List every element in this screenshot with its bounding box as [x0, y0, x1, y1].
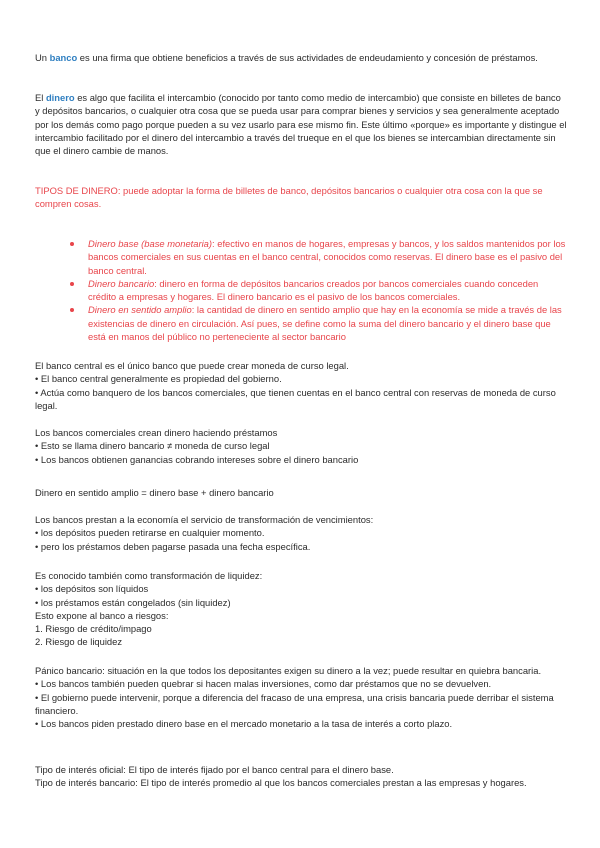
broad-money-equation: Dinero en sentido amplio = dinero base + dinero bancario: [35, 487, 274, 498]
tipos-list: [70, 237, 568, 343]
list-item: [70, 237, 568, 277]
text: Los bancos comerciales crean dinero haciendo préstamos: [35, 427, 278, 438]
text: Tipo de interés oficial: El tipo de interés fijado por el banco central para el dinero base.: [35, 764, 394, 775]
text: • pero los préstamos deben pagarse pasada una fecha específica.: [35, 540, 311, 552]
maturity-transformation-section: [35, 513, 568, 553]
central-bank-section: [35, 359, 568, 412]
term: Dinero base (base monetaria): [88, 238, 213, 249]
tipos-heading: TIPOS DE DINERO: puede adoptar la forma de billetes de banco, depósitos bancarios o cualquier otra cosa con la que se compren cosas.: [35, 185, 543, 210]
dinero-definition: [35, 91, 568, 157]
text: : dinero en forma de depósitos bancarios creados por bancos comerciales cuando conceden crédito a empresas y hogares. El dinero bancario es el pasivo de los bancos comerciales.: [88, 277, 539, 303]
text: • Los bancos obtienen ganancias cobrando intereses sobre el dinero bancario: [35, 453, 359, 465]
text: • los depósitos pueden retirarse en cualquier momento.: [35, 527, 265, 539]
text: : efectivo en manos de hogares, empresas y bancos, y los saldos mantenidos por los bancos comerciales en sus cuentas en el banco central, conocidos como reservas. El dinero base es el pasivo del banco central.: [88, 238, 566, 276]
text: • Los bancos también pueden quebrar si hacen malas inversiones, como dar préstamos que no se devuelven.: [35, 678, 492, 690]
text: El: [35, 92, 46, 103]
list-item: [70, 303, 568, 343]
text: • Actúa como banquero de los bancos comerciales, que tienen cuentas en el banco central con reservas de moneda de curso legal.: [35, 386, 556, 411]
text: Los bancos prestan a la economía el servicio de transformación de vencimientos:: [35, 514, 374, 525]
bank-panic-section: [35, 664, 568, 730]
text: • El banco central generalmente es propiedad del gobierno.: [35, 373, 282, 385]
text: 2. Riesgo de liquidez: [35, 636, 123, 648]
text: • Los bancos piden prestado dinero base en el mercado monetario a la tasa de interés a corto plazo.: [35, 718, 453, 730]
text: • Esto se llama dinero bancario ≠ moneda de curso legal: [35, 440, 270, 452]
text: • los depósitos son líquidos: [35, 583, 149, 595]
liquidity-section: [35, 569, 568, 649]
text: es una firma que obtiene beneficios a través de sus actividades de endeudamiento y concesión de préstamos.: [77, 52, 538, 63]
text: : la cantidad de dinero en sentido amplio que hay en la economía se mide a través de las existencias de dinero en circulación. Así pues, se define como la suma del dinero bancario y el dinero base que está en manos del público no perteneciente al sector bancario: [88, 304, 562, 343]
text: • El gobierno puede intervenir, porque a diferencia del fracaso de una empresa, una crisis bancaria puede derribar el sistema financiero.: [35, 691, 554, 716]
commercial-banks-section: [35, 426, 568, 466]
text: El banco central es el único banco que puede crear moneda de curso legal.: [35, 360, 349, 371]
text: Es conocido también como transformación de liquidez:: [35, 570, 263, 581]
text: Un: [35, 52, 50, 63]
term: Dinero en sentido amplio: [88, 304, 192, 316]
term-dinero: dinero: [45, 92, 75, 103]
interest-rates-section: [35, 763, 568, 790]
text: Tipo de interés bancario: El tipo de interés promedio al que los bancos comerciales prestan a las empresas y hogares.: [35, 777, 527, 789]
text: 1. Riesgo de crédito/impago: [35, 623, 152, 635]
term: Dinero bancario: [88, 277, 155, 289]
text: Esto expone al banco a riesgos:: [35, 609, 169, 621]
banco-definition: [35, 51, 568, 64]
text: Pánico bancario: situación en la que todos los depositantes exigen su dinero a la vez; puede resultar en quiebra bancaria.: [35, 665, 542, 676]
list-item: [70, 277, 568, 304]
term-banco: banco: [49, 52, 78, 63]
text: • los préstamos están congelados (sin liquidez): [35, 596, 231, 608]
text: es algo que facilita el intercambio (conocido por tanto como medio de intercambio) que consiste en billetes de banco y depósitos bancarios, o cualquier otra cosa que se pueda usar para comprar bienes y servicios y sea generalmente aceptado por los demás como pago porque pueden a su vez usarlo para ese mismo fin. Este último «porque» es importante y distingue el intercambio facilitado por el dinero del intercambio a través del trueque en el que los bienes se intercambian directamente sin que el dinero cambie de manos.: [35, 92, 567, 157]
